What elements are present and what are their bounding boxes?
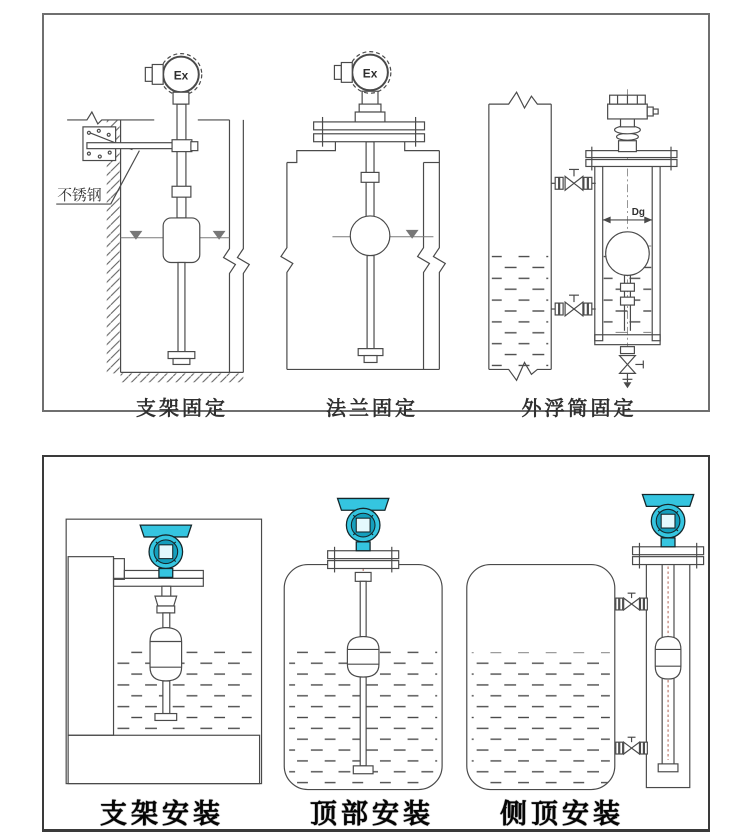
side-top-install-drawing	[467, 494, 704, 789]
caption-bracket-fixing: 支架固定	[136, 398, 228, 420]
ex-marking-label: Ex	[173, 68, 189, 83]
caption-top-install: 顶部安装	[310, 799, 434, 829]
stainless-steel-label: 不锈钢	[57, 188, 102, 205]
installation-examples-panel	[42, 455, 710, 832]
caption-flange-fixing: 法兰固定	[326, 398, 418, 420]
chamber-diameter-label: Dg	[631, 206, 645, 218]
caption-external-chamber-fixing: 外浮筒固定	[521, 398, 637, 420]
caption-side-top-install: 侧顶安装	[500, 799, 624, 829]
installation-examples-drawing	[44, 457, 708, 829]
bracket-fixing-drawing	[56, 54, 249, 383]
caption-bracket-install: 支架安装	[100, 799, 224, 829]
fixing-methods-drawing	[44, 15, 708, 410]
fixing-methods-panel	[42, 13, 710, 420]
top-install-drawing	[284, 498, 442, 789]
ex-marking-label: Ex	[362, 66, 378, 81]
flange-fixing-drawing	[281, 52, 445, 370]
external-chamber-fixing-drawing	[489, 89, 677, 388]
bracket-install-drawing	[66, 519, 261, 783]
